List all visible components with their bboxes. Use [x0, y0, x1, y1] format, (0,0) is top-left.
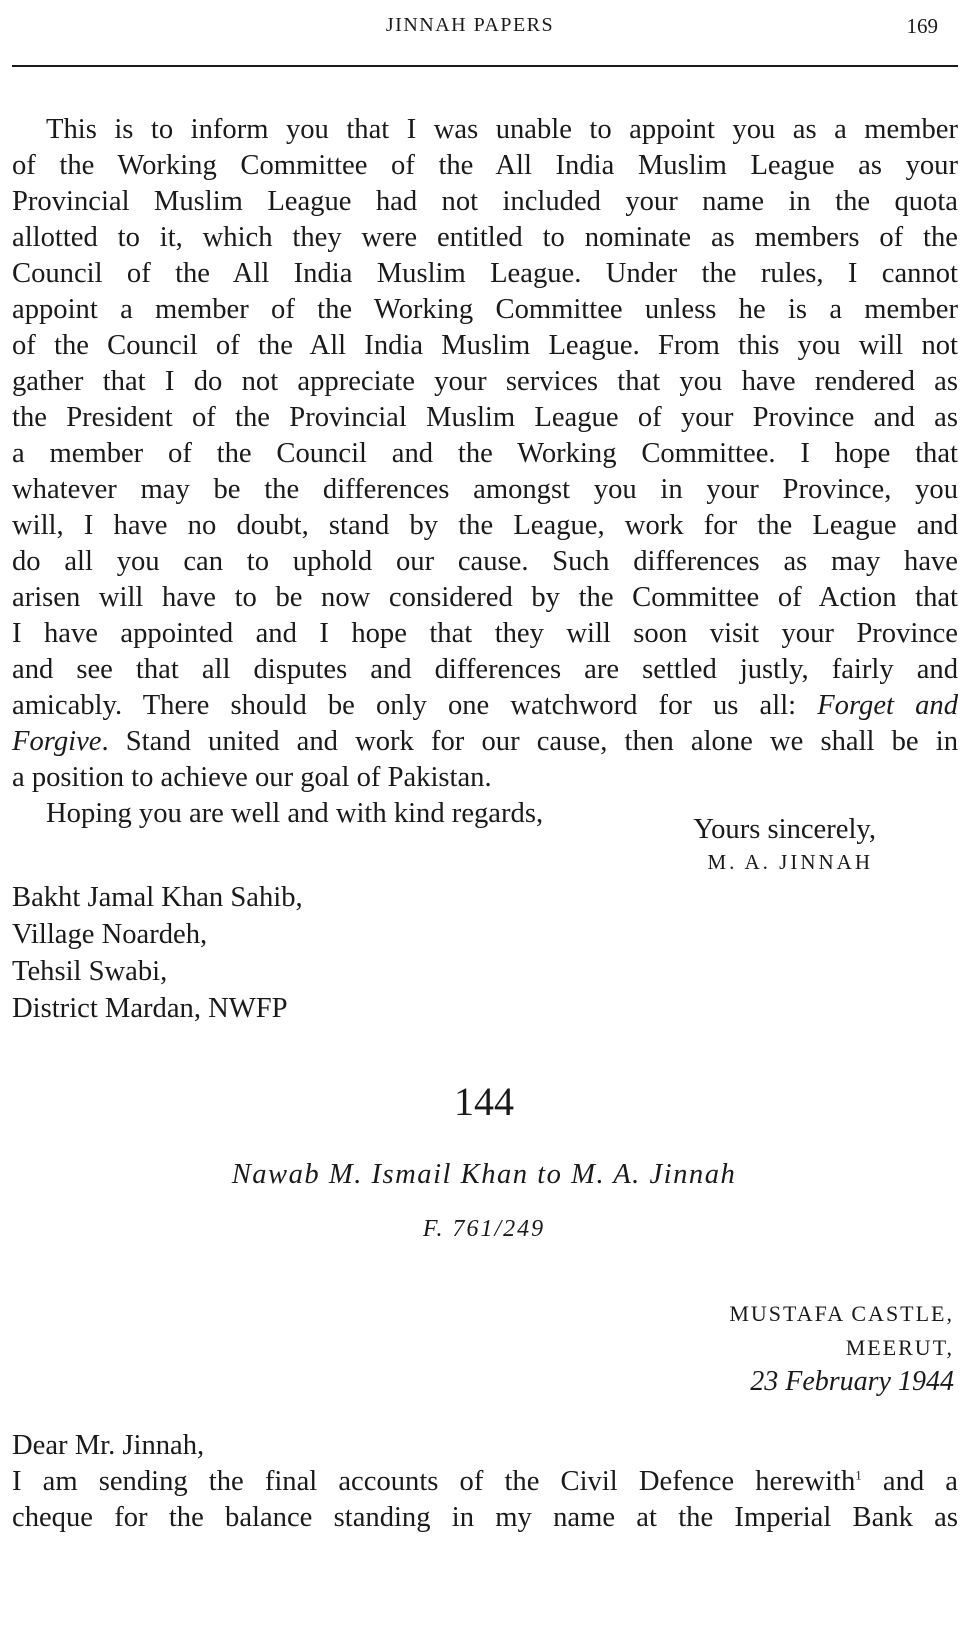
text-line [12, 724, 958, 760]
text-run: I am sending the final accounts of the Civil Defence herewith [12, 1466, 856, 1497]
italic-phrase: Forgive [12, 726, 102, 757]
text-line: of the Working Committee of the All India Muslim League as your [12, 150, 958, 181]
signoff: Yours sincerely, [693, 814, 876, 845]
text-line: whatever may be the differences amongst you in your Province, you [12, 474, 958, 505]
document-number: 144 [454, 1079, 514, 1124]
letter-body-143 [12, 112, 958, 832]
address-line: District Mardan, NWFP [12, 993, 288, 1024]
text-line: and see that all disputes and differences are settled justly, fairly and [12, 654, 958, 685]
document-heading: Nawab M. Ismail Khan to M. A. Jinnah [231, 1159, 737, 1190]
salutation: Dear Mr. Jinnah, [12, 1430, 205, 1461]
letter-date: 23 February 1944 [750, 1366, 954, 1397]
text-line: do all you can to uphold our cause. Such differences as may have [12, 546, 958, 577]
text-line: cheque for the balance standing in my name at the Imperial Bank as [12, 1502, 958, 1533]
document-reference: F. 761/249 [422, 1216, 546, 1242]
page-number: 169 [906, 14, 938, 38]
text-line: a position to achieve our goal of Pakistan. [12, 762, 492, 793]
italic-phrase: Forget and [817, 690, 958, 721]
text-run: amicably. There should be only one watchword for us all: [12, 690, 818, 721]
text-line [12, 688, 958, 724]
running-head [0, 14, 968, 44]
closing-line: Hoping you are well and with kind regards, [46, 798, 544, 829]
sender-address [729, 1297, 954, 1399]
address-line: Village Noardeh, [12, 919, 208, 950]
running-title: JINNAH PAPERS [385, 14, 555, 36]
text-line [12, 1464, 958, 1500]
recipient-address [12, 879, 303, 1027]
text-line: gather that I do not appreciate your services that you have rendered as [12, 366, 958, 397]
text-line: of the Council of the All India Muslim League. From this you will not [12, 330, 958, 361]
footnote-marker: 1 [855, 1467, 862, 1483]
letter-body-144 [12, 1428, 958, 1536]
text-run: . Stand united and work for our cause, then alone we shall be in [101, 726, 958, 757]
text-line: will, I have no doubt, stand by the League, work for the League and [12, 510, 958, 541]
text-line: the President of the Provincial Muslim League of your Province and as [12, 402, 958, 433]
signature: M. A. JINNAH [707, 850, 873, 874]
sender-address-line: MEERUT, [845, 1335, 954, 1360]
text-line: Council of the All India Muslim League. Under the rules, I cannot [12, 258, 958, 289]
letter-paragraph [12, 112, 958, 796]
text-run: and a [861, 1466, 958, 1497]
address-line: Tehsil Swabi, [12, 956, 168, 987]
address-line: Bakht Jamal Khan Sahib, [12, 882, 303, 913]
text-line: arisen will have to be now considered by the Committee of Action that [12, 582, 958, 613]
text-line: I have appointed and I hope that they will soon visit your Province [12, 618, 958, 649]
text-line: Provincial Muslim League had not included your name in the quota [12, 186, 958, 217]
text-line: This is to inform you that I was unable to appoint you as a member [46, 114, 958, 145]
header-rule [12, 65, 958, 67]
text-line: a member of the Council and the Working Committee. I hope that [12, 438, 958, 469]
text-line: allotted to it, which they were entitled to nominate as members of the [12, 222, 958, 253]
sender-address-line: MUSTAFA CASTLE, [729, 1301, 954, 1326]
text-line: appoint a member of the Working Committee unless he is a member [12, 294, 958, 325]
